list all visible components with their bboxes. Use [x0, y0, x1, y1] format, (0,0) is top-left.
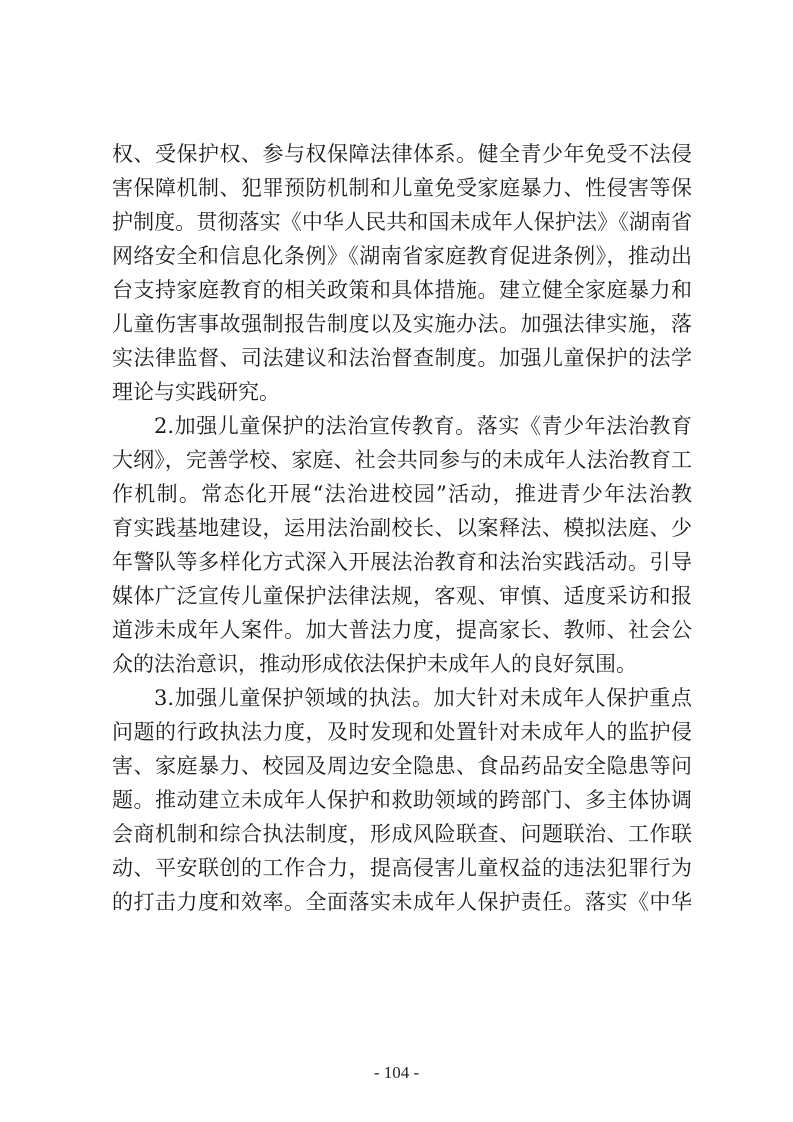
- document-body: [112, 137, 692, 919]
- paragraph-line: 害保障机制、犯罪预防机制和儿童免受家庭暴力、性侵害等保: [112, 176, 692, 200]
- paragraph-line: 实法律监督、司法建议和法治督查制度。加强儿童保护的法学: [112, 346, 692, 370]
- paragraph-line: 育实践基地建设，运用法治副校长、以案释法、模拟法庭、少: [112, 516, 692, 540]
- paragraph-line: 作机制。常态化开展“法治进校园”活动，推进青少年法治教: [112, 482, 692, 506]
- paragraph-line: 众的法治意识，推动形成依法保护未成年人的良好氛围。: [112, 652, 637, 676]
- paragraph-line: 儿童伤害事故强制报告制度以及实施办法。加强法律实施，落: [112, 312, 692, 336]
- paragraph-line: 2.加强儿童保护的法治宣传教育。落实《青少年法治教育: [154, 414, 692, 438]
- paragraph-line: 权、受保护权、参与权保障法律体系。健全青少年免受不法侵: [112, 142, 692, 166]
- paragraph-line: 3.加强儿童保护领域的执法。加大针对未成年人保护重点: [154, 686, 692, 710]
- paragraph-line: 网络安全和信息化条例》《湖南省家庭教育促进条例》，推动出: [112, 244, 692, 268]
- paragraph-line: 媒体广泛宣传儿童保护法律法规，客观、审慎、适度采访和报: [112, 584, 692, 608]
- paragraph-3: [112, 681, 692, 919]
- paragraph-line: 台支持家庭教育的相关政策和具体措施。建立健全家庭暴力和: [112, 278, 692, 302]
- paragraph-line: 会商机制和综合执法制度，形成风险联查、问题联治、工作联: [112, 822, 692, 846]
- paragraph-line: 的打击力度和效率。全面落实未成年人保护责任。落实《中华: [112, 890, 692, 914]
- paragraph-line: 年警队等多样化方式深入开展法治教育和法治实践活动。引导: [112, 550, 692, 574]
- paragraph-line: 护制度。贯彻落实《中华人民共和国未成年人保护法》《湖南省: [112, 210, 692, 234]
- paragraph-line: 害、家庭暴力、校园及周边安全隐患、食品药品安全隐患等问: [112, 754, 692, 778]
- paragraph-1: [112, 137, 692, 409]
- paragraph-line: 道涉未成年人案件。加大普法力度，提高家长、教师、社会公: [112, 618, 692, 642]
- page-number: - 104 -: [373, 1063, 420, 1082]
- paragraph-line: 大纲》，完善学校、家庭、社会共同参与的未成年人法治教育工: [112, 448, 692, 472]
- paragraph-2: [112, 409, 692, 681]
- paragraph-line: 动、平安联创的工作合力，提高侵害儿童权益的违法犯罪行为: [112, 856, 692, 880]
- paragraph-line: 理论与实践研究。: [112, 380, 280, 404]
- paragraph-line: 题。推动建立未成年人保护和救助领域的跨部门、多主体协调: [112, 788, 692, 812]
- paragraph-line: 问题的行政执法力度，及时发现和处置针对未成年人的监护侵: [112, 720, 692, 744]
